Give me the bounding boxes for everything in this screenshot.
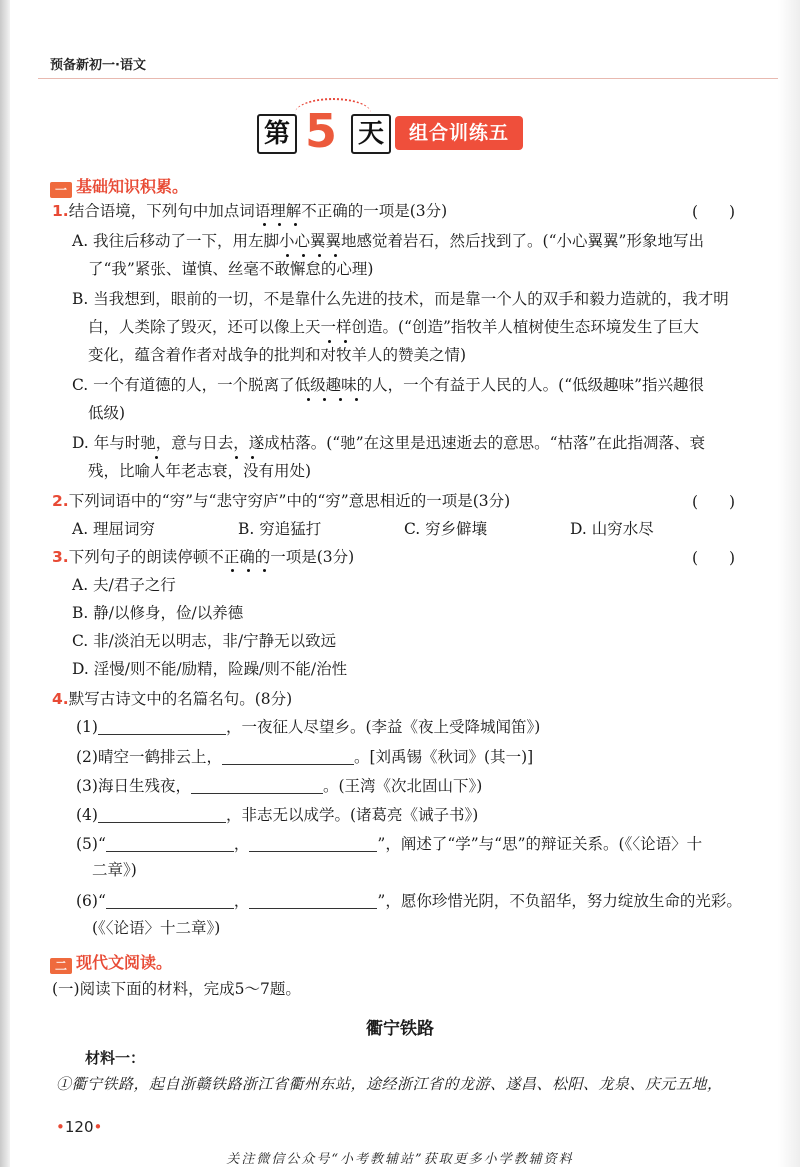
q3-option-d: D. 淫慢/则不能/励精，险躁/则不能/治性 [72, 660, 348, 678]
banner-tian: 天 [351, 114, 391, 154]
emphasis-dot [278, 223, 281, 226]
fill-blank[interactable] [191, 777, 323, 794]
emphasis-dot [247, 569, 250, 572]
emphasis-dot [328, 340, 331, 343]
q1-option-line: 低级) [88, 404, 126, 422]
section-heading-1 [50, 174, 188, 198]
banner-title: 组合训练五 [395, 116, 523, 150]
section-title: 现代文阅读。 [76, 953, 173, 972]
question-2-stem [52, 490, 510, 512]
emphasis-dot [235, 456, 238, 459]
reading-intro: (一)阅读下面的材料，完成5～7题。 [52, 980, 301, 998]
emphasis-dot [286, 254, 289, 257]
q1-option-line: 了“我”紧张、谨慎、丝毫不敢懈怠的心理) [88, 260, 374, 278]
emphasis-dot [344, 340, 347, 343]
q4-item-6: (6)“ ， ”，愿你珍惜光阴，不负韶华，努力绽放生命的光彩。 [76, 892, 742, 910]
q2-option-d: D. 山穷水尽 [570, 520, 654, 538]
q1-option-line: C. 一个有道德的人，一个脱离了低级趣味的人，一个有益于人民的人。(“低级趣味”指兴趣很 [72, 376, 705, 394]
fill-blank[interactable] [249, 835, 377, 852]
fill-blank[interactable] [98, 718, 226, 735]
answer-paren-2[interactable]: ( ) [692, 493, 736, 511]
q1-option-line: 变化，蕴含着作者对战争的批判和对牧羊人的赞美之情) [88, 346, 467, 364]
page-number: •120• [56, 1118, 103, 1136]
question-1-stem [52, 200, 447, 222]
emphasis-dot [318, 254, 321, 257]
question-text: 默写古诗文中的名篇名句。(8分) [68, 690, 293, 708]
question-3-stem [52, 546, 354, 568]
banner-di: 第 [257, 114, 297, 154]
q1-option-line: 残，比喻人年老志衰，没有用处) [88, 462, 312, 480]
q1-option-line: D. 年与时驰，意与日去，遂成枯落。(“驰”在这里是迅速逝去的意思。“枯落”在此指凋落、衰 [72, 434, 705, 452]
q4-item-3: (3)海日生残夜， 。(王湾《次北固山下》) [76, 777, 483, 795]
q2-option-a: A. 理屈词穷 [72, 520, 156, 538]
q3-option-a: A. 夫/君子之行 [72, 576, 176, 594]
q3-option-b: B. 静/以修身，俭/以养德 [72, 604, 244, 622]
section-heading-2 [50, 950, 172, 974]
footer-watermark: 关注微信公众号“小考教辅站”获取更多小学教辅资料 [226, 1152, 574, 1167]
day-banner [257, 100, 547, 156]
q4-item-4: (4) ，非志无以成学。(诸葛亮《诫子书》) [76, 806, 479, 824]
q2-option-c: C. 穷乡僻壤 [404, 520, 488, 538]
question-text: 下列词语中的“穷”与“悲守穷庐”中的“穷”意思相近的一项是(3分) [68, 492, 511, 510]
section-number-icon: 二 [50, 958, 72, 974]
emphasis-dot [263, 569, 266, 572]
emphasis-dot [263, 223, 266, 226]
emphasis-dot [334, 254, 337, 257]
emphasis-dot [231, 569, 234, 572]
question-number: 3. [52, 548, 69, 566]
question-text: 结合语境，下列句中加点词语理解不正确的一项是(3分) [68, 202, 448, 220]
q4-item-1: (1) ，一夜征人尽望乡。(李益《夜上受降城闻笛》) [76, 718, 541, 736]
fill-blank[interactable] [106, 892, 234, 909]
fill-blank[interactable] [222, 748, 354, 765]
q2-option-b: B. 穷追猛打 [238, 520, 322, 538]
q1-option-line: 白，人类除了毁灭，还可以像上天一样创造。(“创造”指牧羊人植树使生态环境发生了巨大 [88, 318, 699, 336]
page-edge-left [0, 0, 10, 1167]
question-number: 4. [52, 690, 69, 708]
emphasis-dot [339, 398, 342, 401]
answer-paren-3[interactable]: ( ) [692, 549, 736, 567]
emphasis-dot [302, 254, 305, 257]
q4-item-6-cont: (《〈论语〉十二章》) [92, 919, 221, 937]
page-header: 预备新初一·语文 [50, 58, 146, 73]
page-edge-right [778, 0, 800, 1167]
fill-blank[interactable] [98, 806, 226, 823]
q3-option-c: C. 非/淡泊无以明志，非/宁静无以致远 [72, 632, 337, 650]
emphasis-dot [294, 223, 297, 226]
q4-item-5: (5)“ ， ”，阐述了“学”与“思”的辩证关系。(《〈论语〉十 [76, 835, 703, 853]
question-text: 下列句子的朗读停顿不正确的一项是(3分) [68, 548, 355, 566]
material-paragraph-1: ①衢宁铁路，起自浙赣铁路浙江省衢州东站，途经浙江省的龙游、遂昌、松阳、龙泉、庆元五地， [56, 1075, 723, 1093]
fill-blank[interactable] [249, 892, 377, 909]
question-number: 2. [52, 492, 69, 510]
q1-option-line: A. 我往后移动了一下，用左脚小心翼翼地感觉着岩石，然后找到了。(“小心翼翼”形象地写出 [72, 232, 704, 250]
q1-option-line: B. 当我想到，眼前的一切，不是靠什么先进的技术，而是靠一个人的双手和毅力造就的，我才明 [72, 290, 729, 308]
section-title: 基础知识积累。 [76, 177, 189, 196]
emphasis-dot [307, 398, 310, 401]
emphasis-dot [323, 398, 326, 401]
q4-item-2: (2)晴空一鹤排云上， 。[刘禹锡《秋词》(其一)] [76, 748, 534, 766]
answer-paren-1[interactable]: ( ) [692, 203, 736, 221]
question-4-stem [52, 688, 292, 710]
emphasis-dot [355, 398, 358, 401]
emphasis-dot [155, 456, 158, 459]
question-number: 1. [52, 202, 69, 220]
article-title: 衢宁铁路 [366, 1019, 434, 1039]
emphasis-dot [251, 456, 254, 459]
fill-blank[interactable] [106, 835, 234, 852]
section-number-icon: 一 [50, 182, 72, 198]
banner-day-number: 5 [305, 104, 338, 158]
q4-item-5-cont: 二章》) [92, 861, 137, 879]
material-label: 材料一： [85, 1049, 146, 1067]
header-rule [38, 78, 778, 79]
